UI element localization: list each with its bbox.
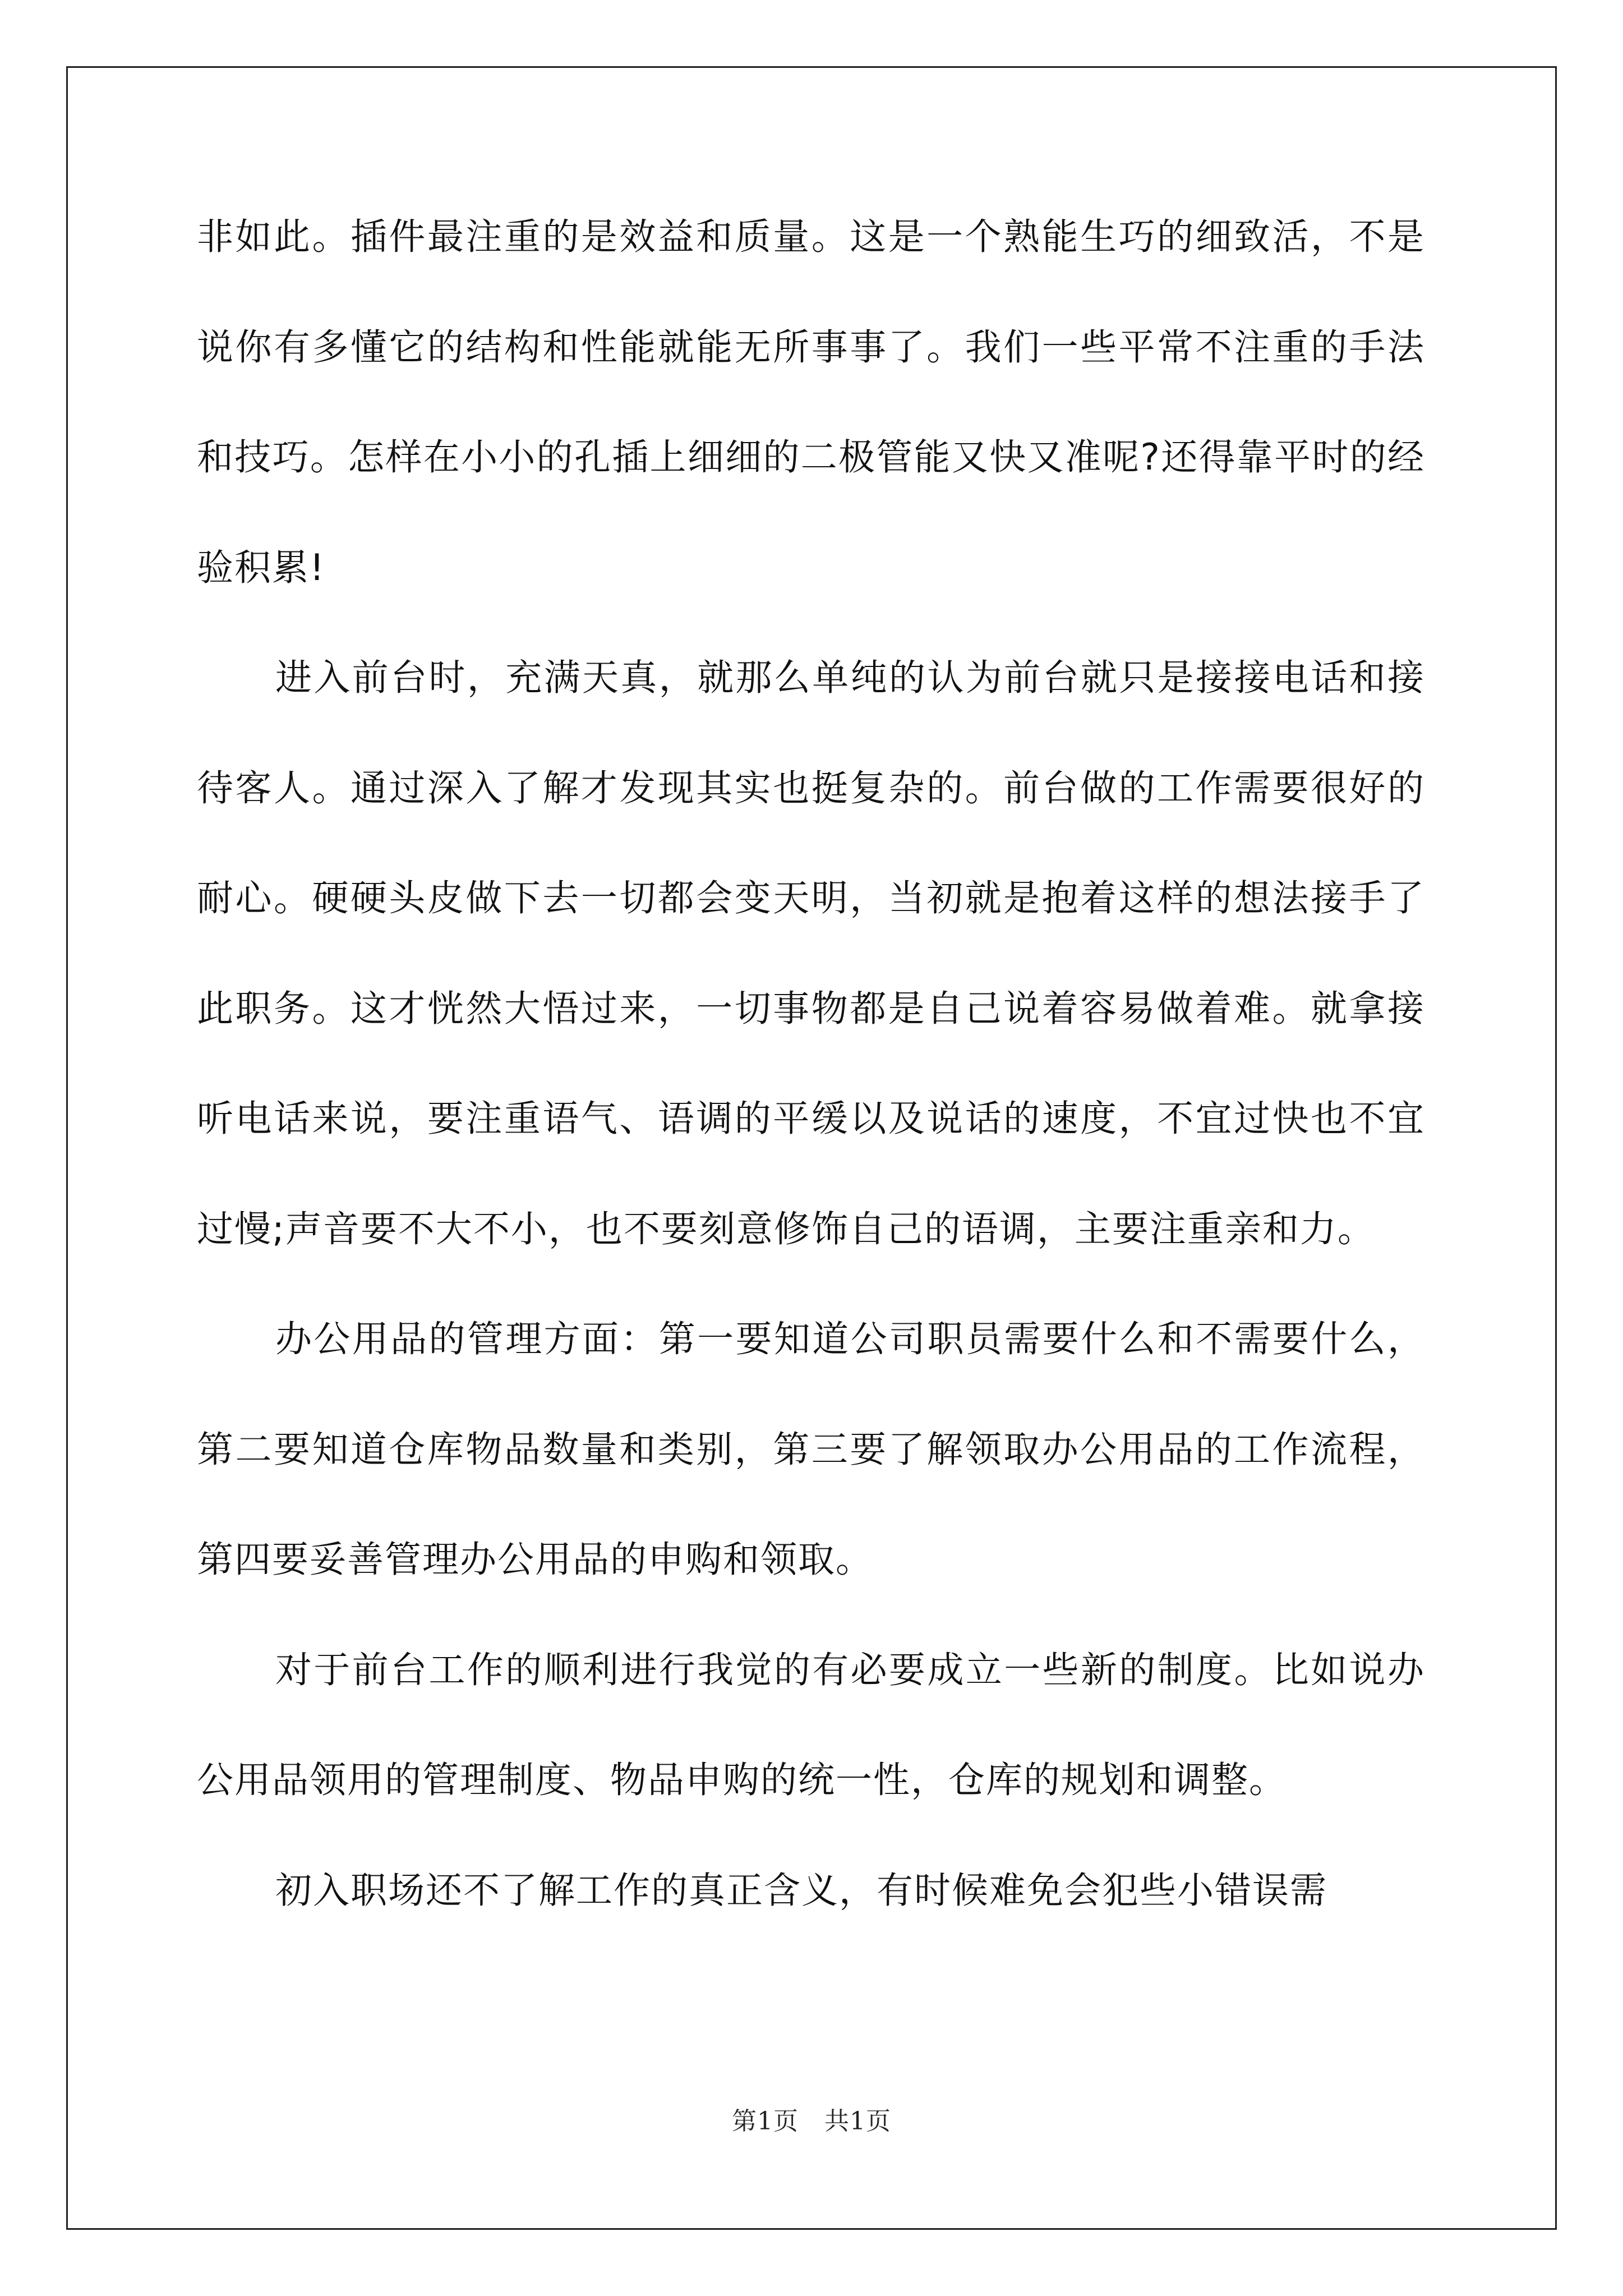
page-number: 第1页: [732, 2107, 799, 2136]
paragraph-1: 非如此。插件最注重的是效益和质量。这是一个熟能生巧的细致活，不是说你有多懂它的结构和性能就能无所事事了。我们一些平常不注重的手法和技巧。怎样在小小的孔插上细细的二极管能又快又准呢?还得靠平时的经验积累!: [197, 216, 1425, 589]
page-footer: [0, 2105, 1623, 2138]
document-body: [197, 182, 1425, 1946]
total-pages: 共1页: [824, 2107, 891, 2136]
paragraph-4: 对于前台工作的顺利进行我觉的有必要成立一些新的制度。比如说办公用品领用的管理制度、物品申购的统一性，仓库的规划和调整。: [197, 1649, 1425, 1801]
paragraph-2: 进入前台时，充满天真，就那么单纯的认为前台就只是接接电话和接待客人。通过深入了解才发现其实也挺复杂的。前台做的工作需要很好的耐心。硬硬头皮做下去一切都会变天明，当初就是抱着这样的想法接手了此职务。这才恍然大悟过来，一切事物都是自己说着容易做着难。就拿接听电话来说，要注重语气、语调的平缓以及说话的速度，不宜过快也不宜过慢;声音要不大不小，也不要刻意修饰自己的语调，主要注重亲和力。: [197, 657, 1425, 1250]
paragraph-3: 办公用品的管理方面：第一要知道公司职员需要什么和不需要什么，第二要知道仓库物品数量和类别，第三要了解领取办公用品的工作流程，第四要妥善管理办公用品的申购和领取。: [197, 1318, 1425, 1581]
paragraph-5: 初入职场还不了解工作的真正含义，有时候难免会犯些小错误需: [275, 1869, 1328, 1912]
